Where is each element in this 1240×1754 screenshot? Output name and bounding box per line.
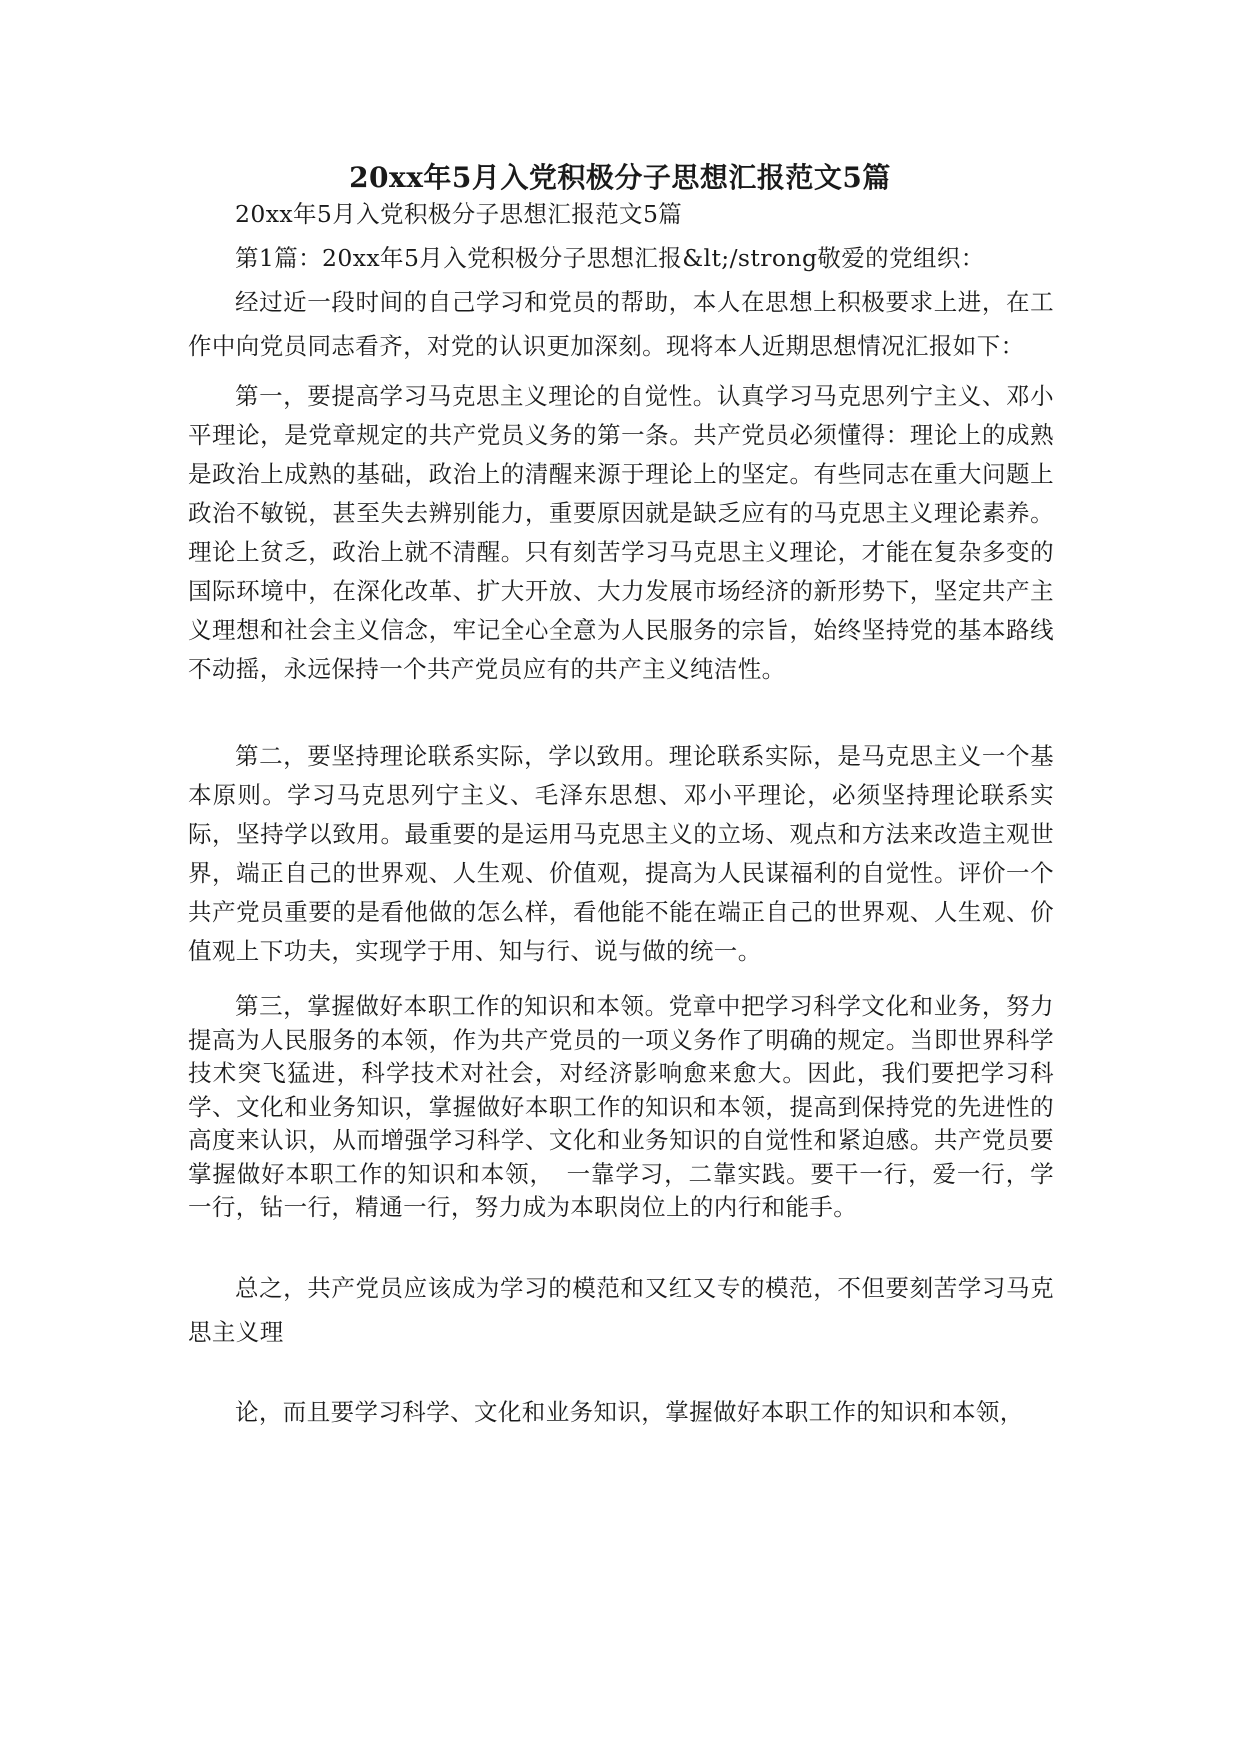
conclusion-paragraph: 总之，共产党员应该成为学习的模范和又红又专的模范，不但要刻苦学习马克思主义理 [188,1274,1054,1346]
subtitle-paragraph: 20xx年5月入党积极分子思想汇报范文5篇 [235,200,683,228]
point-three-paragraph: 第三，掌握做好本职工作的知识和本领。党章中把学习科学文化和业务，努力提高为人民服务的本领，作为共产党员的一项义务作了明确的规定。当即世界科学技术突飞猛进，科学技术对社会，对经济影响愈来愈大。因此，我们要把学习科学、文化和业务知识，掌握做好本职工作的知识和本领，提高到保持党的先进性的高度来认识，从而增强学习科学、文化和业务知识的自觉性和紧迫感。共产党员要掌握做好本职工作的知识和本领， 一靠学习，二靠实践。要干一行，爱一行，学一行，钻一行，精通一行，努力成为本职岗位上的内行和能手。 [188,992,1054,1221]
continuation-paragraph: 论，而且要学习科学、文化和业务知识，掌握做好本职工作的知识和本领， [235,1398,1024,1426]
intro-paragraph: 经过近一段时间的自己学习和党员的帮助，本人在思想上积极要求上进，在工作中向党员同志看齐，对党的认识更加深刻。现将本人近期思想情况汇报如下： [188,288,1054,360]
section-heading-paragraph: 第1篇：20xx年5月入党积极分子思想汇报&lt;/strong敬爱的党组织： [235,244,985,272]
document-title: 20xx年5月入党积极分子思想汇报范文5篇 [349,161,891,194]
point-one-paragraph: 第一，要提高学习马克思主义理论的自觉性。认真学习马克思列宁主义、邓小平理论，是党章规定的共产党员义务的第一条。共产党员必须懂得：理论上的成熟是政治上成熟的基础，政治上的清醒来源于理论上的坚定。有些同志在重大问题上政治不敏锐，甚至失去辨别能力，重要原因就是缺乏应有的马克思主义理论素养。理论上贫乏，政治上就不清醒。只有刻苦学习马克思主义理论，才能在复杂多变的国际环境中，在深化改革、扩大开放、大力发展市场经济的新形势下，坚定共产主义理想和社会主义信念，牢记全心全意为人民服务的宗旨，始终坚持党的基本路线不动摇，永远保持一个共产党员应有的共产主义纯洁性。 [188,382,1054,683]
point-two-paragraph: 第二，要坚持理论联系实际，学以致用。理论联系实际，是马克思主义一个基本原则。学习马克思列宁主义、毛泽东思想、邓小平理论，必须坚持理论联系实际，坚持学以致用。最重要的是运用马克思主义的立场、观点和方法来改造主观世界，端正自己的世界观、人生观、价值观，提高为人民谋福利的自觉性。评价一个共产党员重要的是看他做的怎么样，看他能不能在端正自己的世界观、人生观、价值观上下功夫，实现学于用、知与行、说与做的统一。 [188,742,1054,965]
